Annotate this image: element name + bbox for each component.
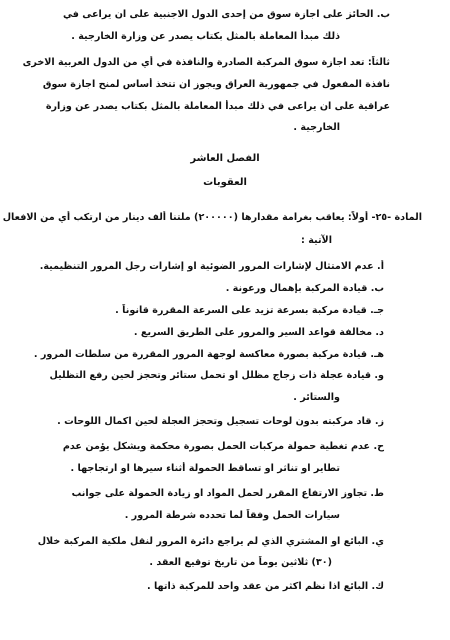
list-item: والستائر . <box>293 392 340 403</box>
paragraph-b-line-1: ب. الحائز على اجازة سوق من إحدى الدول الاجنبية على ان يراعى في <box>62 9 390 20</box>
chapter-subtitle: العقوبات <box>203 177 247 188</box>
list-item: ح. عدم تغطية حمولة مركبات الحمل بصورة محكمة ويشكل يؤمن عدم <box>62 441 384 452</box>
paragraph-third-line-4: الخارجية . <box>293 122 340 133</box>
list-item: ي. البائع او المشتري الذي لم يراجع دائرة المرور لنقل ملكية المركبة خلال <box>37 536 384 547</box>
list-item: د. مخالفة قواعد السير والمرور على الطريق السريع . <box>133 327 384 338</box>
list-item: أ. عدم الامتثال لإشارات المرور الضوئية او إشارات رجل المرور التنظيمية. <box>39 261 384 272</box>
list-item: هـ. قيادة مركبة بصورة معاكسة لوجهة المرور المقررة من سلطات المرور . <box>33 349 384 360</box>
list-item: تطاير او تناثر او تساقط الحمولة أثناء سيرها او ارتجاجها . <box>70 463 340 474</box>
paragraph-b-line-2: ذلك مبدأ المعاملة بالمثل بكتاب يصدر عن وزارة الخارجية . <box>71 31 340 42</box>
list-item: ط. تجاوز الارتفاع المقرر لحمل المواد او زيادة الحمولة على جوانب <box>71 488 384 499</box>
list-item: و. قيادة عجلة ذات زجاج مظلل او تحمل ستائر وتحجز لحين رفع التظليل <box>49 370 384 381</box>
article-line-2: الآتية : <box>301 235 332 246</box>
paragraph-third-line-3: عراقية على ان يراعى في ذلك مبدأ المعاملة بالمثل بكتاب يصدر عن وزارة <box>45 101 390 112</box>
list-item: ك. البائع اذا نظم اكثر من عقد واحد للمركبة ذاتها . <box>146 581 384 592</box>
paragraph-third-line-1: ثالثاً: تعد اجازة سوق المركبة الصادرة والنافذة في أي من الدول العربية الاخرى <box>22 57 390 68</box>
list-item: جـ. قيادة مركبة بسرعة تزيد على السرعة المقررة قانوناً . <box>115 305 384 316</box>
list-item: سيارات الحمل وفقاً لما تحدده شرطة المرور . <box>124 510 340 521</box>
list-item: (٣٠) ثلاثين يوماً من تاريخ توقيع العقد . <box>149 557 332 568</box>
list-item: ز. قاد مركبته بدون لوحات تسجيل وتحجز العجلة لحين اكمال اللوحات . <box>57 416 384 427</box>
list-item: ب. قيادة المركبة بإهمال ورعونة . <box>225 283 384 294</box>
article-line-1: المادة -٢٥- أولاً: يعاقب بغرامة مقدارها (٢٠٠٠٠٠) ملتنا ألف دينار من ارتكب أي من الافعال <box>2 212 422 223</box>
chapter-title: الفصل العاشر <box>190 153 260 164</box>
paragraph-third-line-2: نافذة المفعول في جمهورية العراق ويجوز ان تتخذ أساس لمنح اجازة سوق <box>42 79 390 90</box>
